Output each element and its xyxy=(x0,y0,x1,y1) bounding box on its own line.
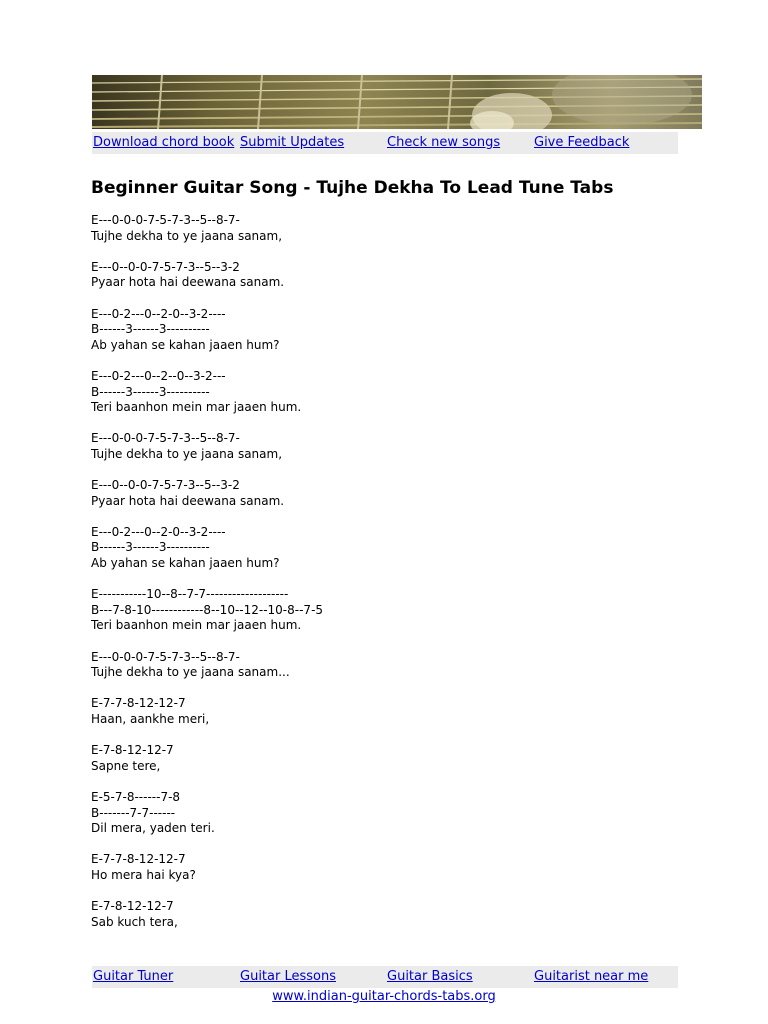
tab-notation-line: E-7-7-8-12-12-7 xyxy=(91,852,186,867)
lyric-line: Sapne tere, xyxy=(91,758,161,773)
tab-notation-line: E---0-2---0--2-0--3-2---- xyxy=(91,306,226,321)
tab-notation-line: E-7-7-8-12-12-7 xyxy=(91,696,186,711)
guitar-lessons-link[interactable]: Guitar Lessons xyxy=(240,969,336,984)
tab-stanza xyxy=(91,852,691,883)
tab-stanza xyxy=(91,650,691,681)
lyric-line: Ho mera hai kya? xyxy=(91,867,196,882)
tab-stanza xyxy=(91,790,691,837)
lyric-line: Dil mera, yaden teri. xyxy=(91,821,215,836)
tab-stanza xyxy=(91,260,691,291)
guitar-tuner-link[interactable]: Guitar Tuner xyxy=(93,969,174,984)
tab-stanza xyxy=(91,899,691,930)
tab-stanza xyxy=(91,743,691,774)
guitar-strings-graphic xyxy=(92,75,702,129)
page-title: Beginner Guitar Song - Tujhe Dekha To Lead Tune Tabs xyxy=(91,178,614,198)
tab-stanza xyxy=(91,525,691,572)
site-url-link[interactable]: www.indian-guitar-chords-tabs.org xyxy=(272,989,496,1004)
bottom-navigation-bar xyxy=(92,966,678,988)
lyric-line: Tujhe dekha to ye jaana sanam, xyxy=(91,228,283,243)
footer xyxy=(0,989,768,1004)
tab-notation-line: E---0-2---0--2-0--3-2---- xyxy=(91,524,226,539)
lyric-line: Haan, aankhe meri, xyxy=(91,712,210,726)
give-feedback-link[interactable]: Give Feedback xyxy=(534,135,630,150)
tab-notation-line: E-5-7-8------7-8 xyxy=(91,789,181,804)
submit-updates-link[interactable]: Submit Updates xyxy=(240,135,345,150)
tab-notation-line: B------3------3---------- xyxy=(91,540,210,555)
tab-stanza xyxy=(91,696,691,727)
tab-notation-line: E---0--0-0-7-5-7-3--5--3-2 xyxy=(91,478,240,493)
tab-notation-line: E---0-0-0-7-5-7-3--5--8-7- xyxy=(91,213,240,227)
lyric-line: Tujhe dekha to ye jaana sanam, xyxy=(91,446,283,461)
tab-notation-line: E---0-2---0--2--0--3-2--- xyxy=(91,368,226,383)
top-navigation-bar xyxy=(92,132,678,154)
lyric-line: Ab yahan se kahan jaaen hum? xyxy=(91,556,280,571)
tab-stanza xyxy=(91,213,691,244)
guitar-basics-link[interactable]: Guitar Basics xyxy=(387,969,473,984)
tab-stanza xyxy=(91,587,691,634)
tab-stanza xyxy=(91,307,691,354)
tab-notation-line: B---7-8-10------------8--10--12--10-8--7-5 xyxy=(91,602,324,617)
lyric-line: Tujhe dekha to ye jaana sanam... xyxy=(91,665,290,680)
tab-notation-line: E---0-0-0-7-5-7-3--5--8-7- xyxy=(91,431,240,446)
lyric-line: Sab kuch tera, xyxy=(91,914,178,929)
download-chord-book-link[interactable]: Download chord book xyxy=(93,135,235,150)
tab-notation-line: E---0--0-0-7-5-7-3--5--3-2 xyxy=(91,259,240,274)
lyric-line: Teri baanhon mein mar jaaen hum. xyxy=(91,618,302,633)
lyric-line: Pyaar hota hai deewana sanam. xyxy=(91,493,285,508)
tab-stanza xyxy=(91,369,691,416)
lyric-line: Ab yahan se kahan jaaen hum? xyxy=(91,337,280,352)
lyric-line: Pyaar hota hai deewana sanam. xyxy=(91,275,285,290)
check-new-songs-link[interactable]: Check new songs xyxy=(387,135,501,150)
tab-notation-line: E-----------10--8--7-7------------------- xyxy=(91,587,289,602)
lyric-line: Teri baanhon mein mar jaaen hum. xyxy=(91,400,302,415)
tab-notation-line: B------3------3---------- xyxy=(91,322,210,337)
header-banner-image xyxy=(92,75,702,129)
tab-notation-line: B-------7-7------ xyxy=(91,805,176,820)
tab-notation-line: E-7-8-12-12-7 xyxy=(91,743,174,758)
tab-notation-line: E---0-0-0-7-5-7-3--5--8-7- xyxy=(91,649,240,664)
tab-stanza xyxy=(91,431,691,462)
guitarist-near-me-link[interactable]: Guitarist near me xyxy=(534,969,649,984)
tab-notation-line: B------3------3---------- xyxy=(91,384,210,399)
tab-notation-line: E-7-8-12-12-7 xyxy=(91,899,174,914)
tab-content xyxy=(91,213,691,946)
tab-stanza xyxy=(91,478,691,509)
